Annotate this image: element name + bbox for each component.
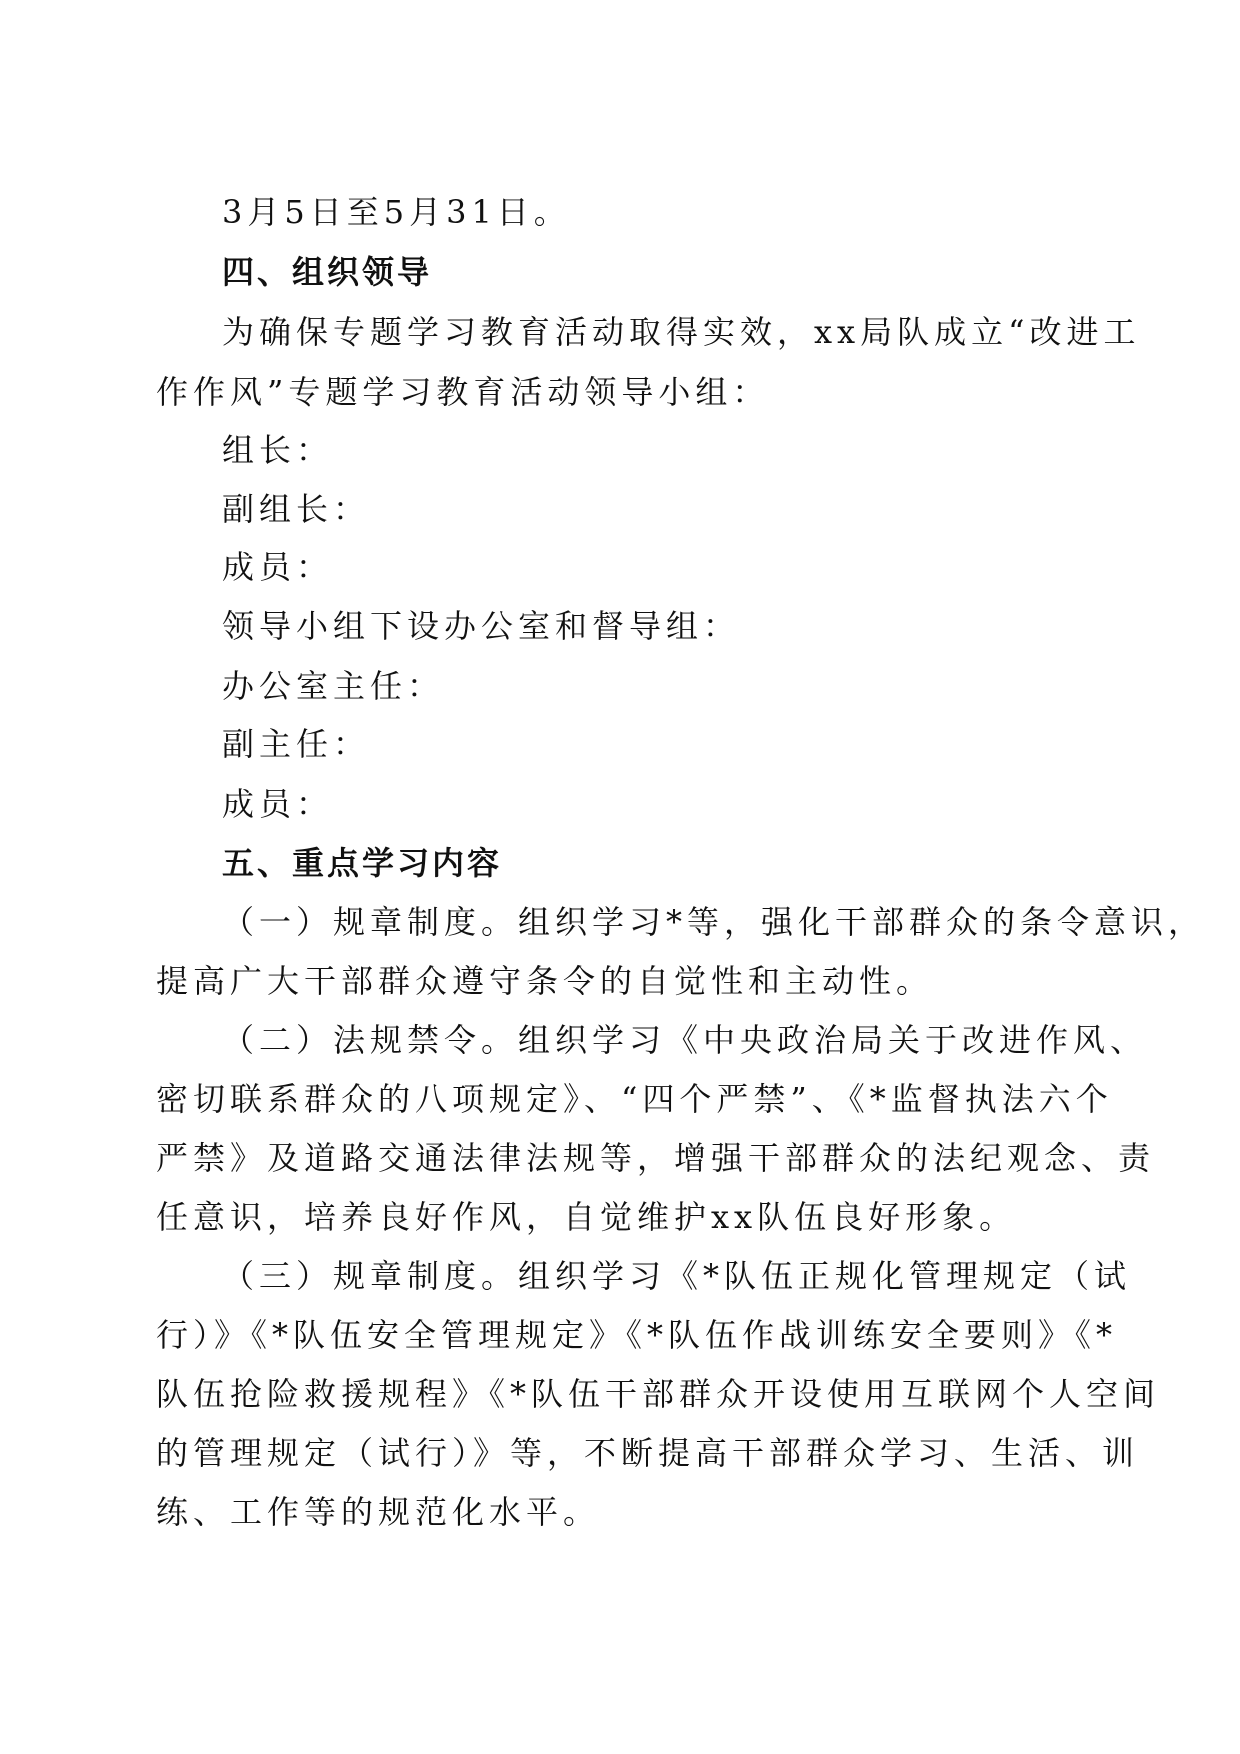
paragraph-line: 领导小组下设办公室和督导组： (222, 607, 741, 645)
member-role-line: 组长： (222, 431, 334, 469)
paragraph-line: 队伍抢险救援规程》《*队伍干部群众开设使用互联网个人空间 (156, 1375, 1161, 1413)
member-role-line: 副组长： (222, 490, 371, 528)
member-role-line: 副主任： (222, 725, 371, 763)
section-heading-4: 四、组织领导 (222, 253, 433, 291)
paragraph-line: （二）法规禁令。组织学习《中央政治局关于改进作风、 (222, 1021, 1148, 1059)
member-role-line: 成员： (222, 548, 334, 586)
paragraph-line: 为确保专题学习教育活动取得实效，xx局队成立“改进工 (222, 313, 1141, 351)
paragraph-line: （三）规章制度。组织学习《*队伍正规化管理规定（试 (222, 1257, 1132, 1295)
section-heading-5: 五、重点学习内容 (222, 844, 503, 882)
paragraph-line: 任意识，培养良好作风，自觉维护xx队伍良好形象。 (156, 1198, 1017, 1236)
paragraph-line: 的管理规定（试行）》等，不断提高干部群众学习、生活、训 (156, 1434, 1140, 1472)
paragraph-line: 行）》《*队伍安全管理规定》《*队伍作战训练安全要则》《* (156, 1316, 1118, 1354)
member-role-line: 办公室主任： (222, 667, 445, 705)
paragraph-line: 密切联系群众的八项规定》、“四个严禁”、《*监督执法六个 (156, 1080, 1113, 1118)
member-role-line: 成员： (222, 785, 334, 823)
paragraph-line: 作作风”专题学习教育活动领导小组： (156, 373, 770, 411)
paragraph-line: 提高广大干部群众遵守条令的自觉性和主动性。 (156, 962, 934, 1000)
paragraph-line: （一）规章制度。组织学习*等，强化干部群众的条令意识， (222, 903, 1206, 941)
paragraph-line: 练、工作等的规范化水平。 (156, 1493, 601, 1531)
period-end-line: 3月5日至5月31日。 (222, 193, 571, 231)
paragraph-line: 严禁》及道路交通法律法规等，增强干部群众的法纪观念、责 (156, 1139, 1156, 1177)
